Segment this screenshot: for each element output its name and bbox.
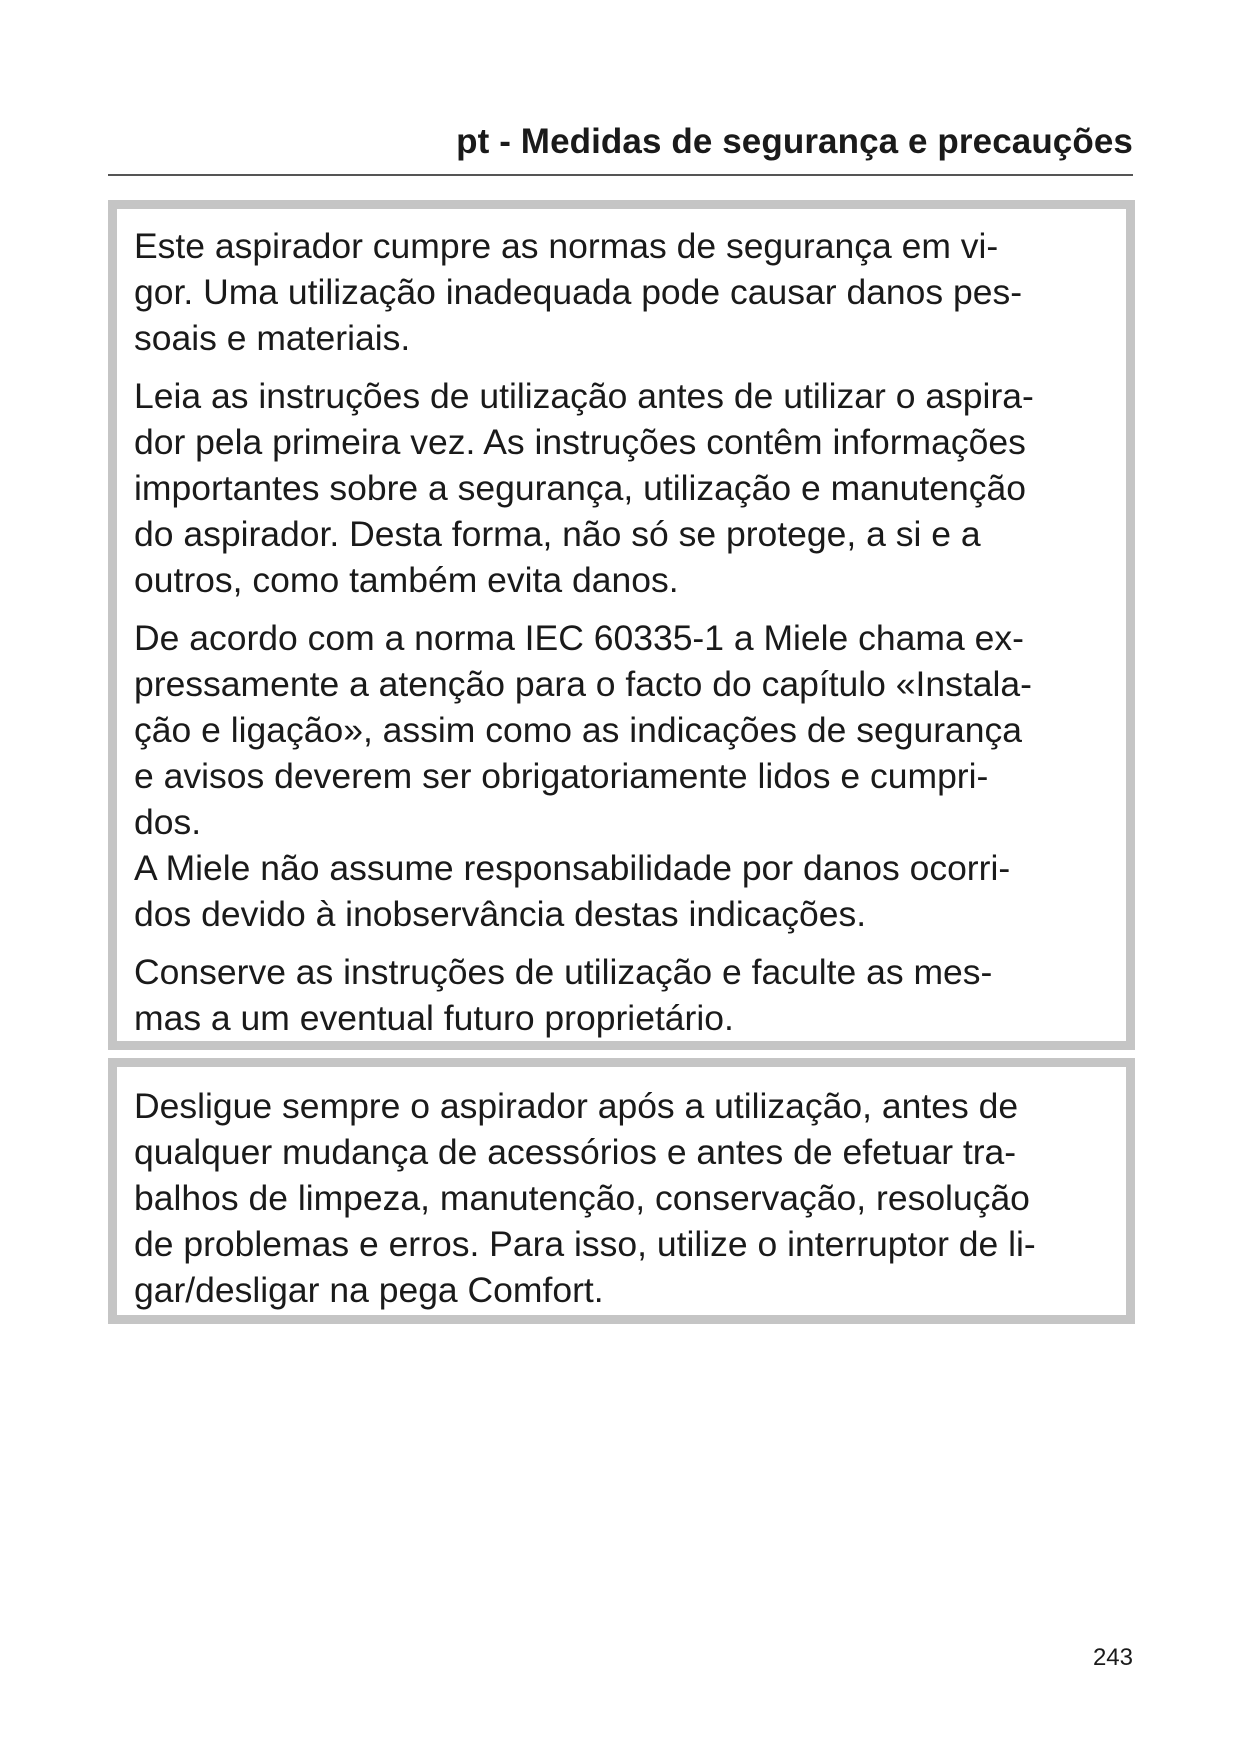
text-line: Leia as instruções de utilização antes de utilizar o aspira- — [134, 376, 1034, 416]
text-line: soais e materiais. — [134, 318, 411, 358]
text-line: gor. Uma utilização inadequada pode causar danos pes- — [134, 272, 1023, 312]
page-title: pt - Medidas de segurança e precauções — [456, 122, 1133, 161]
text-line: pressamente a atenção para o facto do capítulo «Instala- — [134, 664, 1032, 704]
text-line: Desligue sempre o aspirador após a utilização, antes de — [134, 1086, 1019, 1126]
page-number: 243 — [1092, 1644, 1133, 1671]
text-line: mas a um eventual futuro proprietário. — [134, 998, 734, 1038]
safety-notice-box — [108, 200, 1135, 1050]
text-line: balhos de limpeza, manutenção, conservação, resolução — [134, 1178, 1030, 1218]
text-line: outros, como também evita danos. — [134, 560, 679, 600]
text-line: dos. — [134, 802, 202, 842]
text-line: A Miele não assume responsabilidade por danos ocorri- — [134, 848, 1011, 888]
switch-off-notice-box — [108, 1058, 1135, 1324]
switch-off-paragraph — [134, 1083, 1118, 1313]
text-line: dor pela primeira vez. As instruções contêm informações — [134, 422, 1026, 462]
text-line: importantes sobre a segurança, utilização e manutenção — [134, 468, 1026, 508]
text-line: do aspirador. Desta forma, não só se protege, a si e a — [134, 514, 981, 554]
liability-paragraph — [134, 845, 1118, 937]
text-line: de problemas e erros. Para isso, utilize o interruptor de li- — [134, 1224, 1036, 1264]
page-header — [108, 118, 1133, 176]
text-line: Conserve as instruções de utilização e faculte as mes- — [134, 952, 993, 992]
intro-paragraph — [134, 223, 1118, 361]
read-instructions-paragraph — [134, 373, 1118, 603]
text-line: Este aspirador cumpre as normas de segurança em vi- — [134, 226, 999, 266]
keep-instructions-paragraph — [134, 949, 1118, 1041]
text-line: ção e ligação», assim como as indicações de segurança — [134, 710, 1023, 750]
iec-standard-paragraph — [134, 615, 1118, 845]
text-line: qualquer mudança de acessórios e antes de efetuar tra- — [134, 1132, 1017, 1172]
text-line: e avisos deverem ser obrigatoriamente lidos e cumpri- — [134, 756, 989, 796]
text-line: dos devido à inobservância destas indicações. — [134, 894, 867, 934]
text-line: De acordo com a norma IEC 60335-1 a Miele chama ex- — [134, 618, 1024, 658]
text-line: gar/desligar na pega Comfort. — [134, 1270, 604, 1310]
